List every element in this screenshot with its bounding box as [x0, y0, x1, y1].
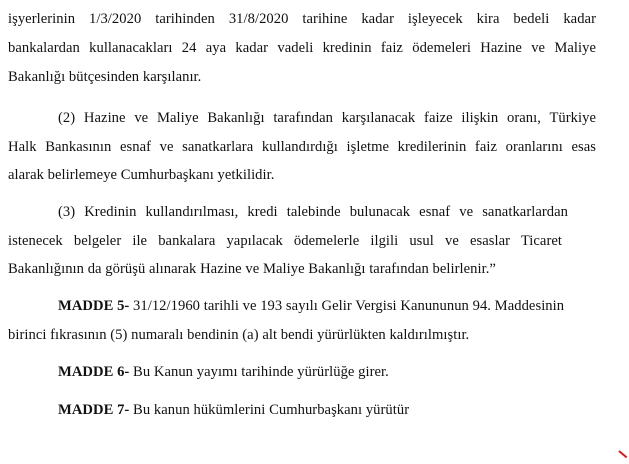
- red-pen-mark: [618, 450, 627, 458]
- madde-6-label: MADDE 6-: [58, 364, 130, 380]
- madde-6-line: [58, 363, 389, 381]
- madde-5-label: MADDE 5-: [58, 298, 130, 314]
- paragraph-1-line-3: Bakanlığı bütçesinden karşılanır.: [8, 69, 202, 85]
- madde-5-text: 31/12/1960 tarihli ve 193 sayılı Gelir Vergisi Kanununun 94. Maddesinin: [129, 298, 565, 314]
- madde-5-line-2: birinci fıkrasının (5) numaralı bendinin (a) alt bendi yürürlükten kaldırılmıştır.: [8, 327, 470, 343]
- madde-6-text: Bu Kanun yayımı tarihinde yürürlüğe girer.: [129, 364, 389, 380]
- madde-5-line-1: [58, 297, 564, 315]
- paragraph-3-line-2: istenecek belgeler ile bankalara yapılacak ödemelerle ilgili usul ve esaslar Ticaret: [8, 233, 562, 249]
- paragraph-3-line-1: (3) Kredinin kullandırılması, kredi talebinde bulunacak esnaf ve sanatkarlardan: [58, 204, 568, 220]
- paragraph-2-line-1: (2) Hazine ve Maliye Bakanlığı tarafından karşılanacak faize ilişkin oranı, Türkiye: [58, 110, 596, 126]
- paragraph-2-line-3: alarak belirlemeye Cumhurbaşkanı yetkilidir.: [8, 167, 275, 183]
- paragraph-1-line-2: bankalardan kullanacakları 24 aya kadar vadeli kredinin faiz ödemeleri Hazine ve Maliye: [8, 40, 596, 56]
- madde-7-text: Bu kanun hükümlerini Cumhurbaşkanı yürütür: [129, 402, 410, 418]
- paragraph-2-line-2: Halk Bankasının esnaf ve sanatkarlara kullandırdığı işletme kredilerinin faiz oranlarını esas: [8, 139, 596, 155]
- madde-7-label: MADDE 7-: [58, 402, 130, 418]
- paragraph-1-line-1: işyerlerinin 1/3/2020 tarihinden 31/8/2020 tarihine kadar işleyecek kira bedeli kadar: [8, 11, 596, 27]
- paragraph-3-line-3: Bakanlığının da görüşü alınarak Hazine ve Maliye Bakanlığı tarafından belirlenir.”: [8, 261, 496, 277]
- madde-7-line: [58, 401, 409, 419]
